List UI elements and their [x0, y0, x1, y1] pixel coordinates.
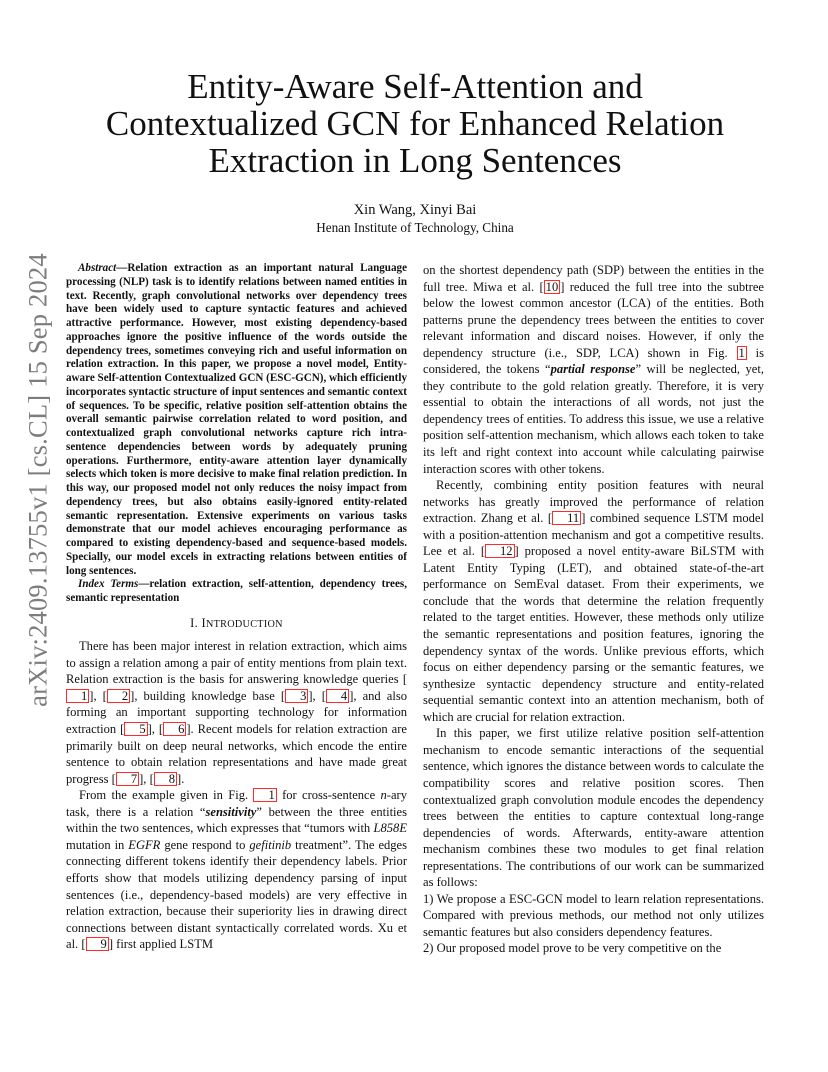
- text-run: . Recent models for relation extraction are primarily built on deep neural networks, which encode the entire sentence to obtain relation representations and have made great progress: [66, 722, 407, 786]
- emphasis-gefitinib: gefitinib: [249, 837, 292, 852]
- intro-paragraph-4: In this paper, we first utilize relative position self-attention mechanism to encode semantic interactions of the sequential sentence, which ignores the distance between words to calculate the compatibility scores and relative position scores. Then contextualized graph convolution module encodes the dependency trees between the entities to capture contextual long-range dependencies of words. Afterwards, entity-aware attention mechanism combines these two modules to get final relation representations. The contributions of our work can be summarized as follows:: [423, 726, 764, 890]
- emphasis-egfr: EGFR: [128, 837, 161, 852]
- math-n: n: [380, 788, 387, 803]
- index-terms-text: —relation extraction, self-attention, dependency trees, semantic representation: [66, 578, 407, 604]
- section-number: I.: [190, 615, 202, 630]
- text-run: reduced the full tree into the subtree below the lowest common ancestor (LCA) of the entities. Both patterns prune the dependency trees between the entities to cover relevant information and discard noises. However, if only the dependency structure (i.e., SDP, LCA) shown in Fig.: [423, 279, 764, 360]
- citation-link[interactable]: 1: [66, 689, 89, 703]
- intro-paragraph-2: From the example given in Fig. 1 for cross-sentence n-ary task, there is a relation “sensitivity” between the three entities within the two sentences, which expresses that “tumors with L858E mutation in EGFR gene respond to gefitinib treatment”. The edges connecting different tokens identify their dependency labels. Prior efforts show that models utilizing dependency parsing of input sentences (i.e., dependency-based models) are very effective in relation extraction, because their superiority lies in drawing direct connections between distant syntactically correlated words. Xu et al. [ 9 ] first applied LSTM: [66, 788, 408, 952]
- index-terms: [66, 578, 407, 606]
- left-column: [66, 262, 407, 953]
- text-run: , and also forming an important supporting technology for information extraction: [66, 688, 407, 737]
- author-affiliation: Henan Institute of Technology, China: [316, 220, 514, 235]
- emphasis-l858e: L858E: [373, 821, 407, 836]
- paper-authors: Xin Wang, Xinyi Bai: [353, 202, 477, 218]
- text-run: combined sequence LSTM model with a position-attention mechanism and got a competitive results. Lee et al.: [423, 511, 764, 559]
- citation-link[interactable]: 2: [107, 689, 130, 703]
- abstract-text: —Relation extraction as an important natural Language processing (NLP) task is to identify relations between named entities in text. Recently, graph convolutional networks over dependency trees have been widely used to capture syntactic features and achieved attractive performance. However, most existing dependency-based approaches ignore the positive influence of the words outside the dependency trees, sometimes conveying rich and useful information on relation extraction. In this paper, we propose a novel model, Entity-aware Self-attention Contextualized GCN (ESC-GCN), which efficiently incorporates syntactic structure of input sentences and semantic context of sequences. To be specific, relative position self-attention obtains the overall semantic pairwise correlation related to word position, and contextualized graph convolutional networks capture rich intra-sentence dependencies between words by adequately pruning operations. Furthermore, entity-aware attention layer dynamically selects which token is more decisive to make final relation prediction. In this way, our proposed model not only reduces the noisy impact from dependency trees, but also obtains easily-ignored entity-related semantic representation. Extensive experiments on various tasks demonstrate that our model achieves encouraging performance as compared to existing dependency-based and sequence-based models. Specially, our model excels in extracting relations between entities of long sentences.: [66, 262, 407, 577]
- text-run: on the shortest dependency path (SDP) between the entities in the full tree. Miwa et al.: [423, 263, 764, 294]
- arxiv-identifier: [22, 253, 54, 707]
- citation-link[interactable]: 3: [285, 689, 308, 703]
- right-column: [423, 262, 764, 957]
- citation-link[interactable]: 11: [552, 511, 581, 525]
- text-run: gene respond to: [160, 837, 250, 852]
- abstract: [66, 262, 407, 578]
- citation-link[interactable]: 4: [326, 689, 349, 703]
- text-run: .: [181, 771, 185, 786]
- figure-link[interactable]: 1: [738, 345, 745, 360]
- text-run: proposed a novel entity-aware BiLSTM with Latent Entity Typing (LET), and obtained state-of-the-art performance on SemEval dataset. From their experiments, we conclude that the words that determine the relation frequently related to the target entities. However, these methods only utilize the semantic representations and position features, ignoring the dependency syntax of the words. Unlike previous efforts, which focus on either dependency parsing or the semantic features, we synthesize syntactic dependency structure and entity-related sequential semantic context into an attention mechanism, both of which are crucial for relation extraction.: [423, 544, 764, 724]
- arxiv-identifier-text: arXiv:2409.13755v1 [cs.CL] 15 Sep 2024: [22, 253, 53, 707]
- emphasis-partial-response: partial response: [550, 362, 636, 377]
- text-run: for cross-sentence: [276, 788, 381, 803]
- text-run: -ary task, there is a relation “: [66, 788, 407, 819]
- text-run: first applied LSTM: [113, 937, 214, 952]
- text-run: treatment”. The edges connecting different tokens identify their dependency labels. Prior efforts show that models utilizing dependency parsing of input sentences (i.e., dependency-based models) are very effective in relation extraction, because their superiority lies in drawing direct connections between distant syntactically correlated words. Xu et al.: [66, 837, 408, 952]
- text-run: , building knowledge base: [134, 688, 281, 703]
- section-title-rest: NTRODUCTION: [205, 618, 283, 630]
- contribution-1: 1) We propose a ESC-GCN model to learn relation representations. Compared with previous methods, our method not only utilizes semantic features but also considers dependency features.: [423, 891, 764, 939]
- abstract-label: Abstract: [78, 262, 117, 274]
- contribution-2: 2) Our proposed model prove to be very competitive on the: [423, 941, 722, 956]
- intro-paragraph-1: There has been major interest in relation extraction, which aims to assign a relation among a pair of entity mentions from plain text. Relation extraction is the basis for answering knowledge queries [1 ], [ 2 ], building knowledge base [ 3 ], [ 4 ], and also forming an important supporting technology for information extraction [ 5 ], [ 6 ]. Recent models for relation extraction are primarily built on deep neural networks, which encode the entire sentence to obtain relation representations and have made great progress [ 7 ], [ 8 ].: [66, 639, 407, 786]
- citation-link[interactable]: 8: [154, 772, 177, 786]
- figure-link[interactable]: 1: [253, 788, 276, 802]
- citation-link[interactable]: 6: [163, 722, 186, 736]
- text-run: mutation in: [66, 837, 129, 852]
- index-terms-label: Index Terms: [78, 578, 139, 591]
- citation-link[interactable]: 10: [545, 279, 559, 294]
- intro-paragraph-2-cont: on the shortest dependency path (SDP) between the entities in the full tree. Miwa et al. [ 10 ] reduced the full tree into the subtree below the lowest common ancestor (LCA) of the entities. Both patterns prune the dependency trees between the entities to cover relevant information and discard noises. However, if only the dependency structure (i.e., SDP, LCA) shown in Fig. 1 is considered, the tokens “partial response” will be neglected, yet, they contribute to the gold relation greatly. Therefore, it is very essential to obtain the interactions of all words, not just the dependency trees of entities. To address this issue, we use a relative position self-attention mechanism, which allows each token to take its left and right context into account while calculating pairwise interaction scores with other tokens.: [423, 263, 764, 476]
- citation-link[interactable]: 12: [485, 544, 515, 558]
- section-first-letter: I: [201, 615, 206, 630]
- text-run: From the example given in Fig.: [79, 788, 254, 803]
- citation-link[interactable]: 5: [124, 722, 147, 736]
- citation-link[interactable]: 7: [116, 772, 139, 786]
- text-run: is considered, the tokens “: [423, 345, 764, 377]
- text-run: ” between the three entities within the two sentences, which expresses that “tumors with: [66, 804, 407, 836]
- text-run: There has been major interest in relation extraction, which aims to assign a relation among a pair of entity mentions from plain text. Relation extraction is the basis for answering knowledge queries: [66, 639, 407, 687]
- section-heading-introduction: [66, 615, 407, 634]
- text-run: Recently, combining entity position features with neural networks has greatly improved the performance of relation extraction. Zhang et al.: [423, 478, 764, 526]
- citation-link[interactable]: 9: [86, 937, 109, 951]
- emphasis-sensitivity: sensitivity: [205, 804, 257, 819]
- paper-title: Entity-Aware Self-Attention and Contextualized GCN for Enhanced Relation Extraction in Long Sentences: [105, 67, 725, 180]
- intro-paragraph-3: Recently, combining entity position features with neural networks has greatly improved the performance of relation extraction. Zhang et al. [ 11 ] combined sequence LSTM model with a position-attention mechanism and got a competitive results. Lee et al. [ 12 ] proposed a novel entity-aware BiLSTM with Latent Entity Typing (LET), and obtained state-of-the-art performance on SemEval dataset. From their experiments, we conclude that the words that determine the relation frequently related to the target entities. However, these methods only utilize the semantic representations and position features, ignoring the dependency syntax of the words. Unlike previous efforts, which focus on either dependency parsing or the semantic features, we synthesize syntactic dependency structure and entity-related sequential semantic context into an attention mechanism, both of which are crucial for relation extraction.: [423, 478, 764, 724]
- text-run: ” will be neglected, yet, they contribute to the gold relation greatly. Therefore, it is very essential to obtain the interactions of all words, not just the dependency trees of entities. To address this issue, we use a relative position self-attention mechanism, which allows each token to take its left and right context into account while calculating pairwise interaction scores with other tokens.: [423, 362, 764, 476]
